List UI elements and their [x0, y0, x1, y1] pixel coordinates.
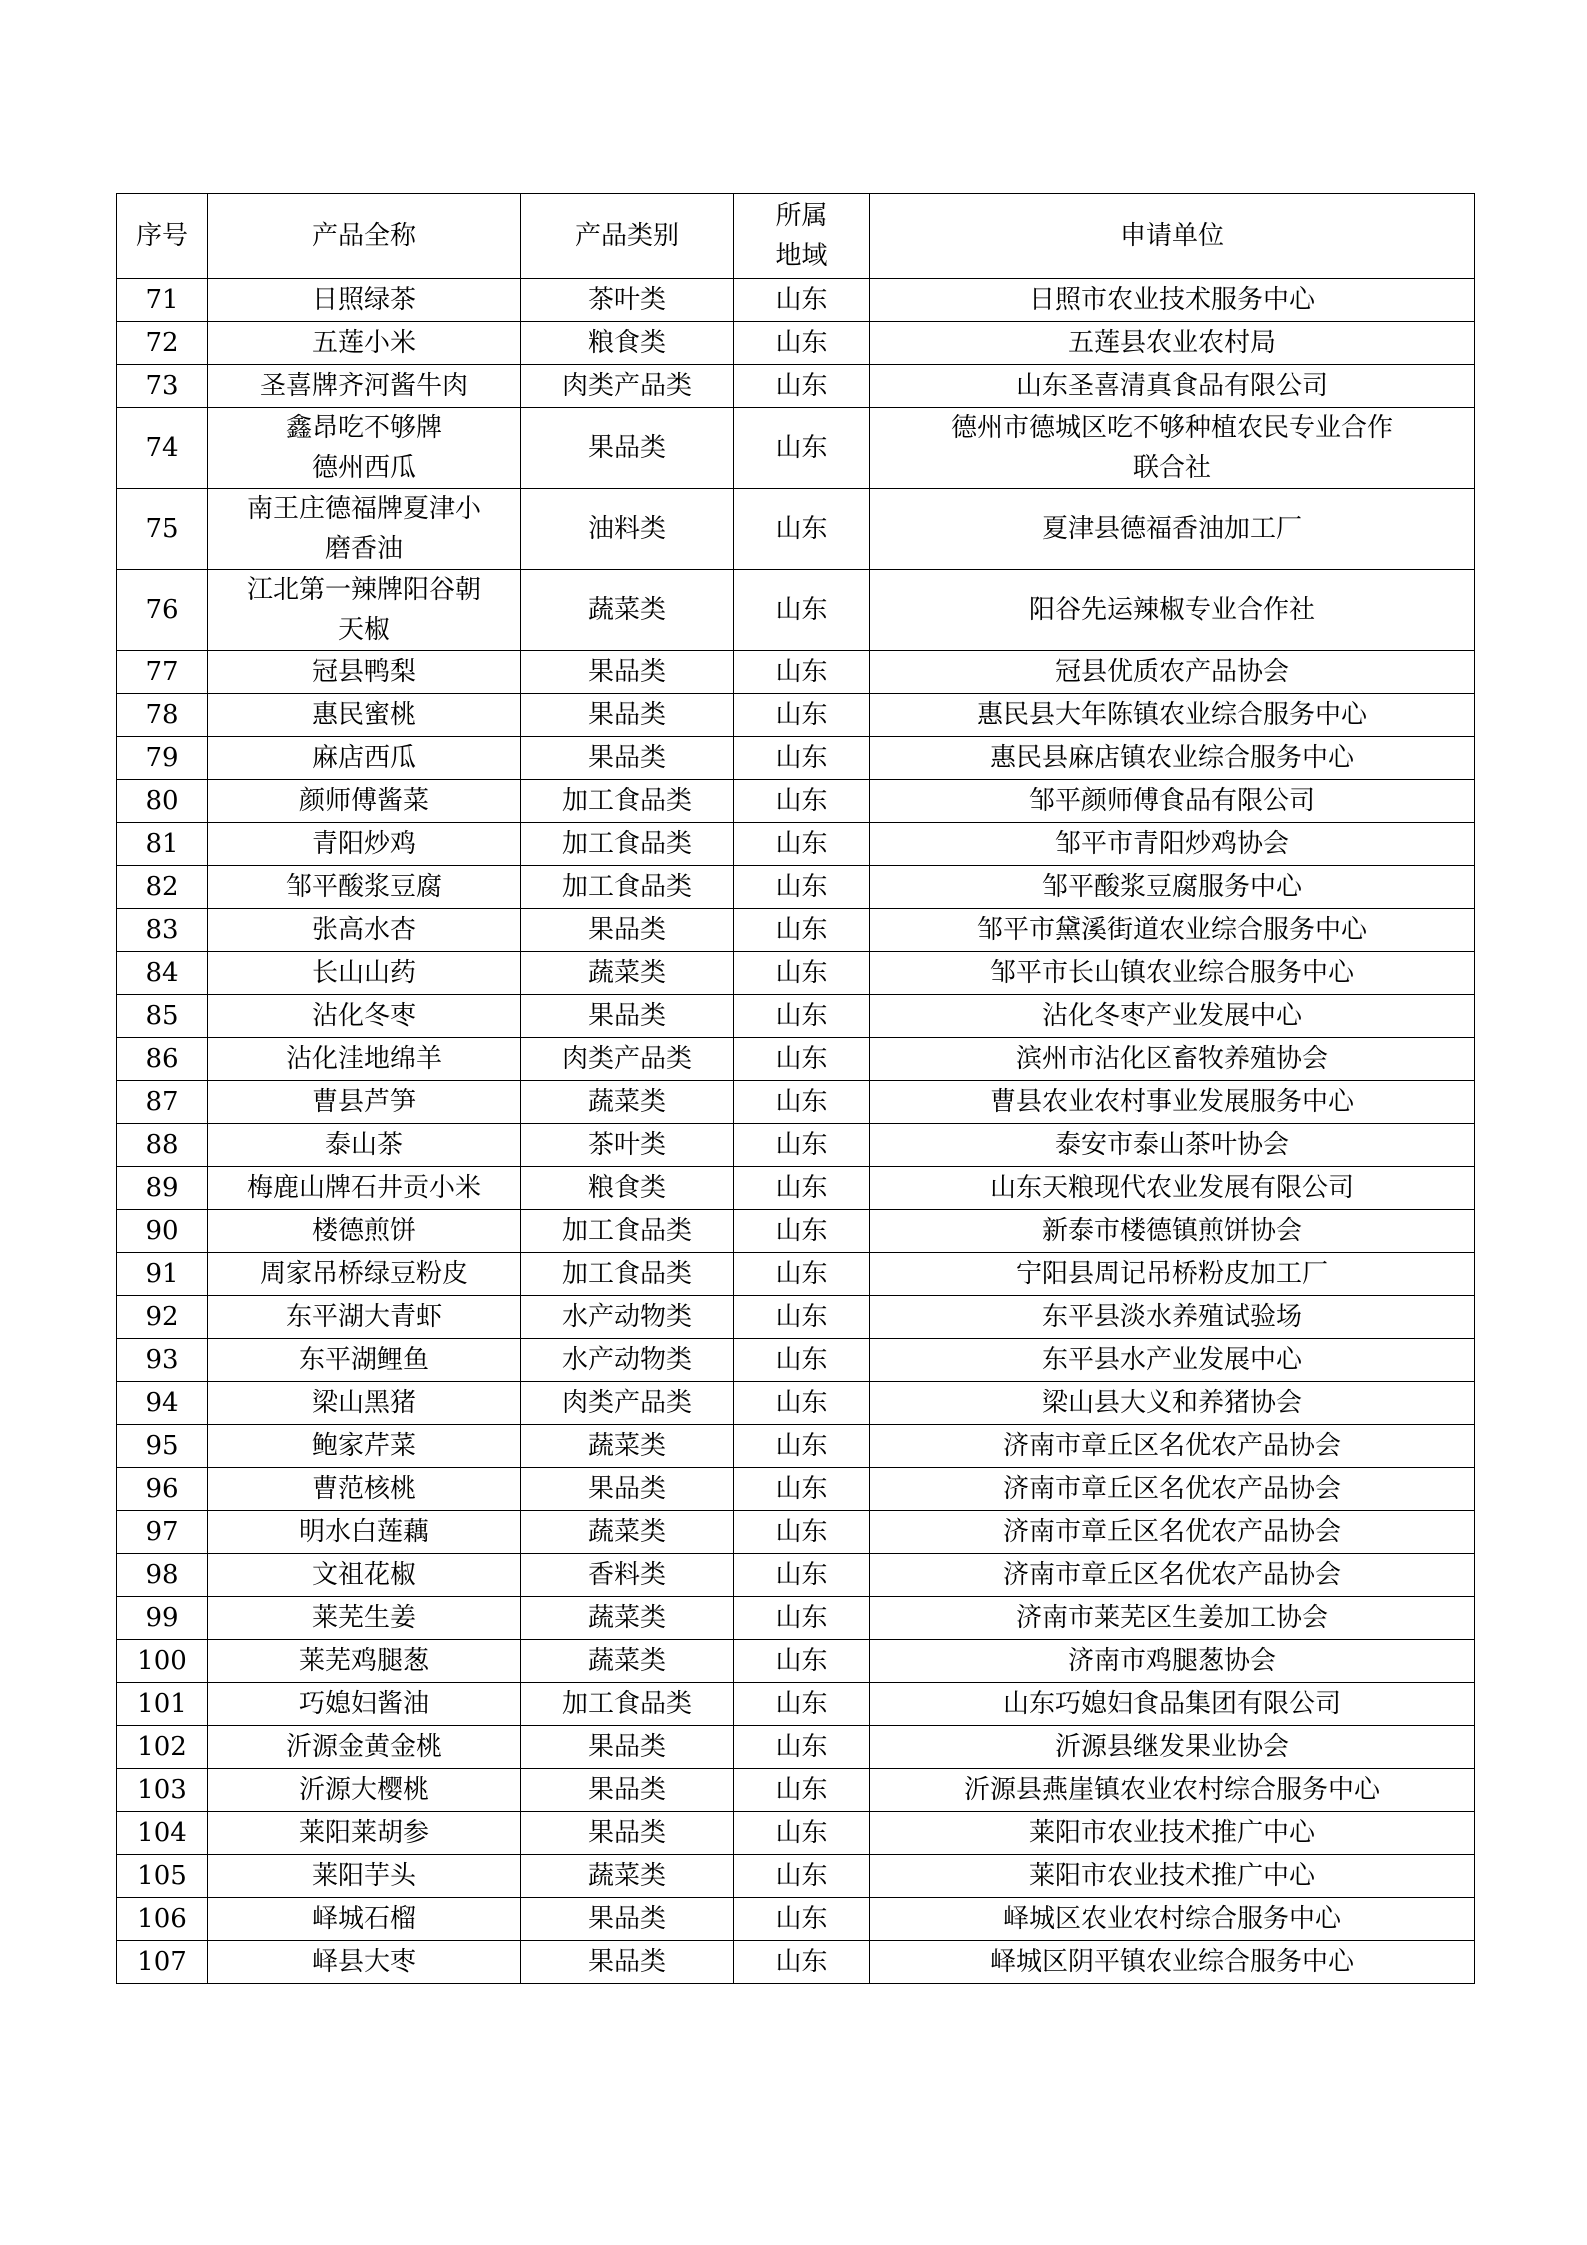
cell-name: 楼德煎饼 — [208, 1210, 521, 1253]
table-row — [117, 1898, 1475, 1941]
cell-no: 75 — [117, 489, 208, 570]
cell-category: 油料类 — [521, 489, 734, 570]
cell-no: 85 — [117, 995, 208, 1038]
table-row — [117, 1769, 1475, 1812]
cell-region: 山东 — [734, 1855, 870, 1898]
table-row — [117, 322, 1475, 365]
cell-no: 77 — [117, 651, 208, 694]
table-row — [117, 952, 1475, 995]
cell-applicant: 济南市章丘区名优农产品协会 — [870, 1554, 1475, 1597]
cell-category: 蔬菜类 — [521, 1511, 734, 1554]
cell-applicant: 沂源县继发果业协会 — [870, 1726, 1475, 1769]
cell-name: 日照绿茶 — [208, 279, 521, 322]
cell-name: 长山山药 — [208, 952, 521, 995]
cell-category: 水产动物类 — [521, 1339, 734, 1382]
cell-region: 山东 — [734, 823, 870, 866]
cell-no: 74 — [117, 408, 208, 489]
cell-name: 巧媳妇酱油 — [208, 1683, 521, 1726]
cell-name: 沂源大樱桃 — [208, 1769, 521, 1812]
cell-category: 粮食类 — [521, 322, 734, 365]
cell-applicant: 夏津县德福香油加工厂 — [870, 489, 1475, 570]
table-row — [117, 1296, 1475, 1339]
cell-no: 105 — [117, 1855, 208, 1898]
cell-name: 东平湖鲤鱼 — [208, 1339, 521, 1382]
cell-no: 98 — [117, 1554, 208, 1597]
table-row — [117, 651, 1475, 694]
cell-region: 山东 — [734, 995, 870, 1038]
cell-no: 102 — [117, 1726, 208, 1769]
cell-no: 71 — [117, 279, 208, 322]
cell-region: 山东 — [734, 1253, 870, 1296]
cell-name: 五莲小米 — [208, 322, 521, 365]
cell-region: 山东 — [734, 1898, 870, 1941]
cell-no: 84 — [117, 952, 208, 995]
table-row — [117, 909, 1475, 952]
cell-region: 山东 — [734, 1468, 870, 1511]
cell-name: 鑫昂吃不够牌 德州西瓜 — [208, 408, 521, 489]
table-row — [117, 1081, 1475, 1124]
cell-name: 张高水杏 — [208, 909, 521, 952]
cell-applicant: 冠县优质农产品协会 — [870, 651, 1475, 694]
cell-no: 73 — [117, 365, 208, 408]
cell-category: 果品类 — [521, 1468, 734, 1511]
table-row — [117, 1167, 1475, 1210]
cell-category: 果品类 — [521, 1898, 734, 1941]
cell-name: 邹平酸浆豆腐 — [208, 866, 521, 909]
cell-name: 周家吊桥绿豆粉皮 — [208, 1253, 521, 1296]
cell-applicant: 滨州市沾化区畜牧养殖协会 — [870, 1038, 1475, 1081]
cell-applicant: 泰安市泰山茶叶协会 — [870, 1124, 1475, 1167]
cell-no: 83 — [117, 909, 208, 952]
cell-name: 鲍家芹菜 — [208, 1425, 521, 1468]
cell-name: 南王庄德福牌夏津小 磨香油 — [208, 489, 521, 570]
cell-applicant: 济南市章丘区名优农产品协会 — [870, 1511, 1475, 1554]
cell-category: 肉类产品类 — [521, 1382, 734, 1425]
cell-category: 茶叶类 — [521, 279, 734, 322]
cell-no: 89 — [117, 1167, 208, 1210]
cell-name: 曹范核桃 — [208, 1468, 521, 1511]
cell-applicant: 邹平颜师傅食品有限公司 — [870, 780, 1475, 823]
cell-category: 香料类 — [521, 1554, 734, 1597]
table-row — [117, 1382, 1475, 1425]
cell-region: 山东 — [734, 322, 870, 365]
cell-no: 76 — [117, 570, 208, 651]
table-row — [117, 1554, 1475, 1597]
cell-no: 81 — [117, 823, 208, 866]
cell-no: 79 — [117, 737, 208, 780]
cell-applicant: 峄城区阴平镇农业综合服务中心 — [870, 1941, 1475, 1984]
cell-applicant: 沂源县燕崖镇农业农村综合服务中心 — [870, 1769, 1475, 1812]
cell-applicant: 邹平酸浆豆腐服务中心 — [870, 866, 1475, 909]
cell-no: 100 — [117, 1640, 208, 1683]
cell-applicant: 宁阳县周记吊桥粉皮加工厂 — [870, 1253, 1475, 1296]
header-no: 序号 — [117, 194, 208, 279]
cell-applicant: 阳谷先运辣椒专业合作社 — [870, 570, 1475, 651]
header-name: 产品全称 — [208, 194, 521, 279]
table-row — [117, 1210, 1475, 1253]
table-row — [117, 995, 1475, 1038]
cell-category: 果品类 — [521, 694, 734, 737]
cell-no: 107 — [117, 1941, 208, 1984]
cell-applicant: 济南市章丘区名优农产品协会 — [870, 1468, 1475, 1511]
cell-region: 山东 — [734, 1554, 870, 1597]
cell-no: 104 — [117, 1812, 208, 1855]
cell-name: 麻店西瓜 — [208, 737, 521, 780]
cell-region: 山东 — [734, 1382, 870, 1425]
cell-applicant: 峄城区农业农村综合服务中心 — [870, 1898, 1475, 1941]
table-body — [117, 279, 1475, 1984]
cell-name: 峄县大枣 — [208, 1941, 521, 1984]
cell-applicant: 梁山县大义和养猪协会 — [870, 1382, 1475, 1425]
cell-no: 87 — [117, 1081, 208, 1124]
table-row — [117, 1339, 1475, 1382]
cell-no: 91 — [117, 1253, 208, 1296]
table-row — [117, 1425, 1475, 1468]
cell-category: 果品类 — [521, 651, 734, 694]
cell-name: 青阳炒鸡 — [208, 823, 521, 866]
table-row — [117, 823, 1475, 866]
table-row — [117, 866, 1475, 909]
cell-applicant: 惠民县麻店镇农业综合服务中心 — [870, 737, 1475, 780]
cell-region: 山东 — [734, 1511, 870, 1554]
cell-category: 粮食类 — [521, 1167, 734, 1210]
cell-category: 蔬菜类 — [521, 952, 734, 995]
table-row — [117, 1855, 1475, 1898]
cell-category: 果品类 — [521, 1812, 734, 1855]
table-row — [117, 1468, 1475, 1511]
cell-applicant: 东平县水产业发展中心 — [870, 1339, 1475, 1382]
header-row — [117, 194, 1475, 279]
cell-region: 山东 — [734, 570, 870, 651]
cell-no: 94 — [117, 1382, 208, 1425]
cell-name: 沾化洼地绵羊 — [208, 1038, 521, 1081]
cell-no: 95 — [117, 1425, 208, 1468]
cell-category: 果品类 — [521, 1941, 734, 1984]
cell-name: 文祖花椒 — [208, 1554, 521, 1597]
cell-category: 蔬菜类 — [521, 1597, 734, 1640]
cell-category: 蔬菜类 — [521, 1081, 734, 1124]
cell-category: 肉类产品类 — [521, 1038, 734, 1081]
cell-region: 山东 — [734, 1210, 870, 1253]
cell-category: 蔬菜类 — [521, 570, 734, 651]
cell-applicant: 山东巧媳妇食品集团有限公司 — [870, 1683, 1475, 1726]
cell-category: 果品类 — [521, 1726, 734, 1769]
cell-region: 山东 — [734, 1425, 870, 1468]
cell-name: 泰山茶 — [208, 1124, 521, 1167]
cell-name: 峄城石榴 — [208, 1898, 521, 1941]
cell-category: 果品类 — [521, 408, 734, 489]
cell-region: 山东 — [734, 489, 870, 570]
cell-name: 梁山黑猪 — [208, 1382, 521, 1425]
cell-category: 水产动物类 — [521, 1296, 734, 1339]
cell-region: 山东 — [734, 1038, 870, 1081]
cell-name: 莱阳莱胡参 — [208, 1812, 521, 1855]
cell-no: 93 — [117, 1339, 208, 1382]
cell-category: 果品类 — [521, 909, 734, 952]
cell-name: 沾化冬枣 — [208, 995, 521, 1038]
cell-region: 山东 — [734, 1167, 870, 1210]
cell-applicant: 邹平市长山镇农业综合服务中心 — [870, 952, 1475, 995]
cell-region: 山东 — [734, 408, 870, 489]
cell-no: 97 — [117, 1511, 208, 1554]
cell-region: 山东 — [734, 1683, 870, 1726]
cell-region: 山东 — [734, 780, 870, 823]
cell-name: 梅鹿山牌石井贡小米 — [208, 1167, 521, 1210]
cell-name: 明水白莲藕 — [208, 1511, 521, 1554]
cell-name: 莱芜鸡腿葱 — [208, 1640, 521, 1683]
cell-no: 86 — [117, 1038, 208, 1081]
cell-category: 蔬菜类 — [521, 1640, 734, 1683]
cell-no: 103 — [117, 1769, 208, 1812]
cell-name: 东平湖大青虾 — [208, 1296, 521, 1339]
table-row — [117, 1124, 1475, 1167]
cell-category: 加工食品类 — [521, 823, 734, 866]
cell-region: 山东 — [734, 1339, 870, 1382]
cell-region: 山东 — [734, 1769, 870, 1812]
table-row — [117, 489, 1475, 570]
cell-no: 90 — [117, 1210, 208, 1253]
cell-name: 江北第一辣牌阳谷朝 天椒 — [208, 570, 521, 651]
cell-applicant: 东平县淡水养殖试验场 — [870, 1296, 1475, 1339]
cell-region: 山东 — [734, 1812, 870, 1855]
cell-region: 山东 — [734, 694, 870, 737]
cell-category: 加工食品类 — [521, 866, 734, 909]
cell-applicant: 济南市鸡腿葱协会 — [870, 1640, 1475, 1683]
cell-region: 山东 — [734, 1640, 870, 1683]
cell-no: 99 — [117, 1597, 208, 1640]
cell-applicant: 五莲县农业农村局 — [870, 322, 1475, 365]
cell-no: 96 — [117, 1468, 208, 1511]
cell-applicant: 山东天粮现代农业发展有限公司 — [870, 1167, 1475, 1210]
cell-region: 山东 — [734, 1124, 870, 1167]
table-row — [117, 365, 1475, 408]
cell-no: 80 — [117, 780, 208, 823]
cell-region: 山东 — [734, 365, 870, 408]
cell-no: 92 — [117, 1296, 208, 1339]
table-row — [117, 1597, 1475, 1640]
table-row — [117, 694, 1475, 737]
cell-category: 加工食品类 — [521, 1210, 734, 1253]
cell-name: 曹县芦笋 — [208, 1081, 521, 1124]
cell-applicant: 沾化冬枣产业发展中心 — [870, 995, 1475, 1038]
table-row — [117, 1511, 1475, 1554]
cell-no: 72 — [117, 322, 208, 365]
cell-category: 蔬菜类 — [521, 1425, 734, 1468]
cell-no: 82 — [117, 866, 208, 909]
cell-applicant: 邹平市黛溪街道农业综合服务中心 — [870, 909, 1475, 952]
cell-name: 莱阳芋头 — [208, 1855, 521, 1898]
cell-region: 山东 — [734, 1941, 870, 1984]
cell-applicant: 莱阳市农业技术推广中心 — [870, 1855, 1475, 1898]
cell-name: 颜师傅酱菜 — [208, 780, 521, 823]
table-row — [117, 279, 1475, 322]
table-row — [117, 1941, 1475, 1984]
cell-category: 肉类产品类 — [521, 365, 734, 408]
header-region-line: 所属 地域 — [775, 201, 828, 271]
table-row — [117, 780, 1475, 823]
header-region — [734, 194, 870, 279]
cell-applicant: 德州市德城区吃不够种植农民专业合作 联合社 — [870, 408, 1475, 489]
cell-no: 78 — [117, 694, 208, 737]
cell-name: 冠县鸭梨 — [208, 651, 521, 694]
table-row — [117, 1640, 1475, 1683]
cell-region: 山东 — [734, 952, 870, 995]
cell-category: 果品类 — [521, 737, 734, 780]
cell-region: 山东 — [734, 1296, 870, 1339]
cell-name: 莱芜生姜 — [208, 1597, 521, 1640]
table-row — [117, 1683, 1475, 1726]
product-table — [116, 193, 1475, 1984]
header-category: 产品类别 — [521, 194, 734, 279]
table-row — [117, 1812, 1475, 1855]
cell-category: 果品类 — [521, 1769, 734, 1812]
cell-region: 山东 — [734, 1726, 870, 1769]
cell-category: 蔬菜类 — [521, 1855, 734, 1898]
cell-region: 山东 — [734, 866, 870, 909]
cell-applicant: 山东圣喜清真食品有限公司 — [870, 365, 1475, 408]
cell-region: 山东 — [734, 1597, 870, 1640]
header-applicant: 申请单位 — [870, 194, 1475, 279]
cell-category: 茶叶类 — [521, 1124, 734, 1167]
cell-name: 圣喜牌齐河酱牛肉 — [208, 365, 521, 408]
table-row — [117, 408, 1475, 489]
cell-applicant: 济南市莱芜区生姜加工协会 — [870, 1597, 1475, 1640]
cell-category: 果品类 — [521, 995, 734, 1038]
table-header — [117, 194, 1475, 279]
cell-applicant: 济南市章丘区名优农产品协会 — [870, 1425, 1475, 1468]
cell-applicant: 曹县农业农村事业发展服务中心 — [870, 1081, 1475, 1124]
cell-name: 惠民蜜桃 — [208, 694, 521, 737]
table-row — [117, 1038, 1475, 1081]
table-row — [117, 1253, 1475, 1296]
cell-region: 山东 — [734, 651, 870, 694]
cell-region: 山东 — [734, 737, 870, 780]
table-row — [117, 570, 1475, 651]
cell-no: 101 — [117, 1683, 208, 1726]
table-row — [117, 737, 1475, 780]
cell-region: 山东 — [734, 279, 870, 322]
cell-region: 山东 — [734, 909, 870, 952]
cell-applicant: 惠民县大年陈镇农业综合服务中心 — [870, 694, 1475, 737]
cell-category: 加工食品类 — [521, 1253, 734, 1296]
cell-no: 106 — [117, 1898, 208, 1941]
table-row — [117, 1726, 1475, 1769]
cell-category: 加工食品类 — [521, 780, 734, 823]
cell-category: 加工食品类 — [521, 1683, 734, 1726]
cell-region: 山东 — [734, 1081, 870, 1124]
cell-applicant: 邹平市青阳炒鸡协会 — [870, 823, 1475, 866]
cell-applicant: 日照市农业技术服务中心 — [870, 279, 1475, 322]
cell-applicant: 新泰市楼德镇煎饼协会 — [870, 1210, 1475, 1253]
cell-name: 沂源金黄金桃 — [208, 1726, 521, 1769]
cell-no: 88 — [117, 1124, 208, 1167]
cell-applicant: 莱阳市农业技术推广中心 — [870, 1812, 1475, 1855]
